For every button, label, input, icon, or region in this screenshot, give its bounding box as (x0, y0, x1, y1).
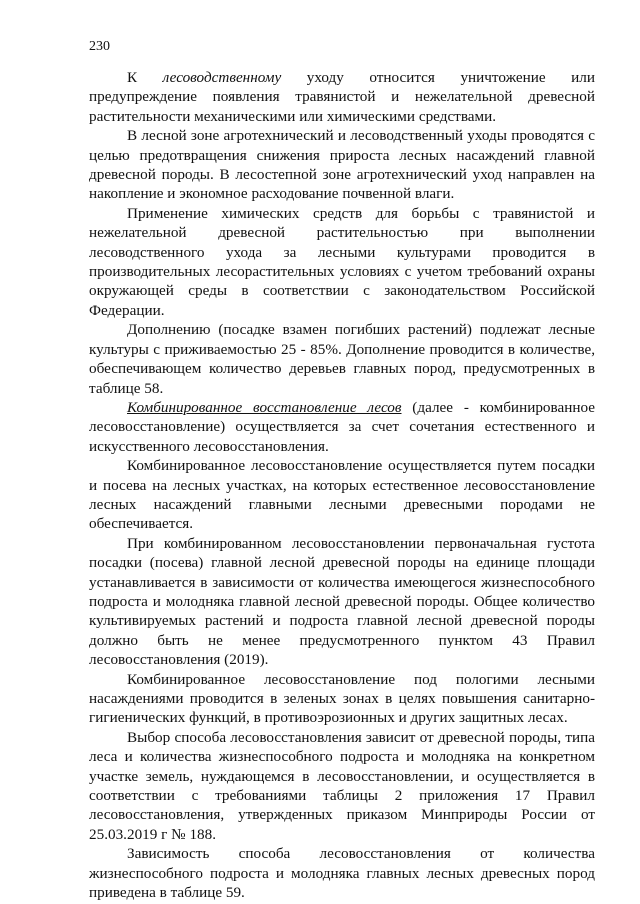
paragraph-text: (далее - комбинированное лесовосстановление) осуществляется за счет сочетания естественного и искусственного лесовосстановления. (89, 398, 595, 455)
italic-term-silvicultural: лесоводственному (162, 69, 282, 86)
paragraph-replanting: Дополнению (посадке взамен погибших растений) подлежат лесные культуры с приживаемостью 25 - 85%. Дополнение проводится в количестве, обеспечивающем количество деревьев главных пород, предусмотренных в таблице 58. (89, 321, 595, 397)
paragraph-combined-restoration-method: Комбинированное лесовосстановление осуществляется путем посадки и посева на лесных участках, на которых естественное лесовосстановление лесных насаждений главными лесными древесными породами не обеспечивается. (89, 457, 595, 533)
paragraph-method-choice: Выбор способа лесовосстановления зависит от древесной породы, типа леса и количества жизнеспособного подроста и молодняка на конкретном участке земель, нуждающемся в лесовосстановлении, и осуществляется в соответствии с требованиями таблицы 2 приложения 17 Правил лесовосстановления, утвержденных приказом Минприроды России от 25.03.2019 г № 188. (89, 728, 595, 843)
paragraph-lead: К (127, 69, 163, 86)
paragraph-under-canopy: Комбинированное лесовосстановление под пологими лесными насаждениями проводится в зеленых зонах в целях повышения санитарно-гигиенических функций, в противоэрозионных и других защитных лесах. (89, 670, 595, 727)
paragraph-silvicultural-care (89, 68, 595, 126)
paragraph-text: уходу относится уничтожение или предупреждение появления травянистой и нежелательной древесной растительности механическими или химическими средствами. (89, 69, 595, 125)
body-text (89, 68, 595, 902)
paragraph-chemical-means: Применение химических средств для борьбы с травянистой и нежелательной древесной растительностью при выполнении лесоводственного ухода за лесными культурами проводится в производительных лесорастительных условиях с учетом требований охраны окружающей среды в соответствии с законодательством Российской Федерации. (89, 204, 595, 319)
paragraph-table-reference: Зависимость способа лесовосстановления от количества жизнеспособного подроста и молодняка главных лесных древесных пород приведена в таблице 59. (89, 845, 595, 902)
paragraph-combined-restoration-definition (89, 398, 595, 456)
underlined-term-combined-restoration: Комбинированное восстановление лесов (127, 398, 402, 416)
paragraph-forest-zone-care: В лесной зоне агротехнический и лесоводственный уходы проводятся с целью предотвращения снижения прироста лесных насаждений главной древесной породы. В лесостепной зоне агротехнический уход направлен на накопление и экономное расходование почвенной влаги. (89, 127, 595, 203)
paragraph-planting-density: При комбинированном лесовосстановлении первоначальная густота посадки (посева) главной лесной древесной породы на единице площади устанавливается в зависимости от количества имеющегося жизнеспособного подроста и молодняка главной лесной древесной породы. Общее количество культивируемых растений и подроста главной лесной древесной породы должно быть не менее предусмотренного пунктом 43 Правил лесовосстановления (2019). (89, 534, 595, 669)
page-number: 230 (89, 39, 110, 54)
